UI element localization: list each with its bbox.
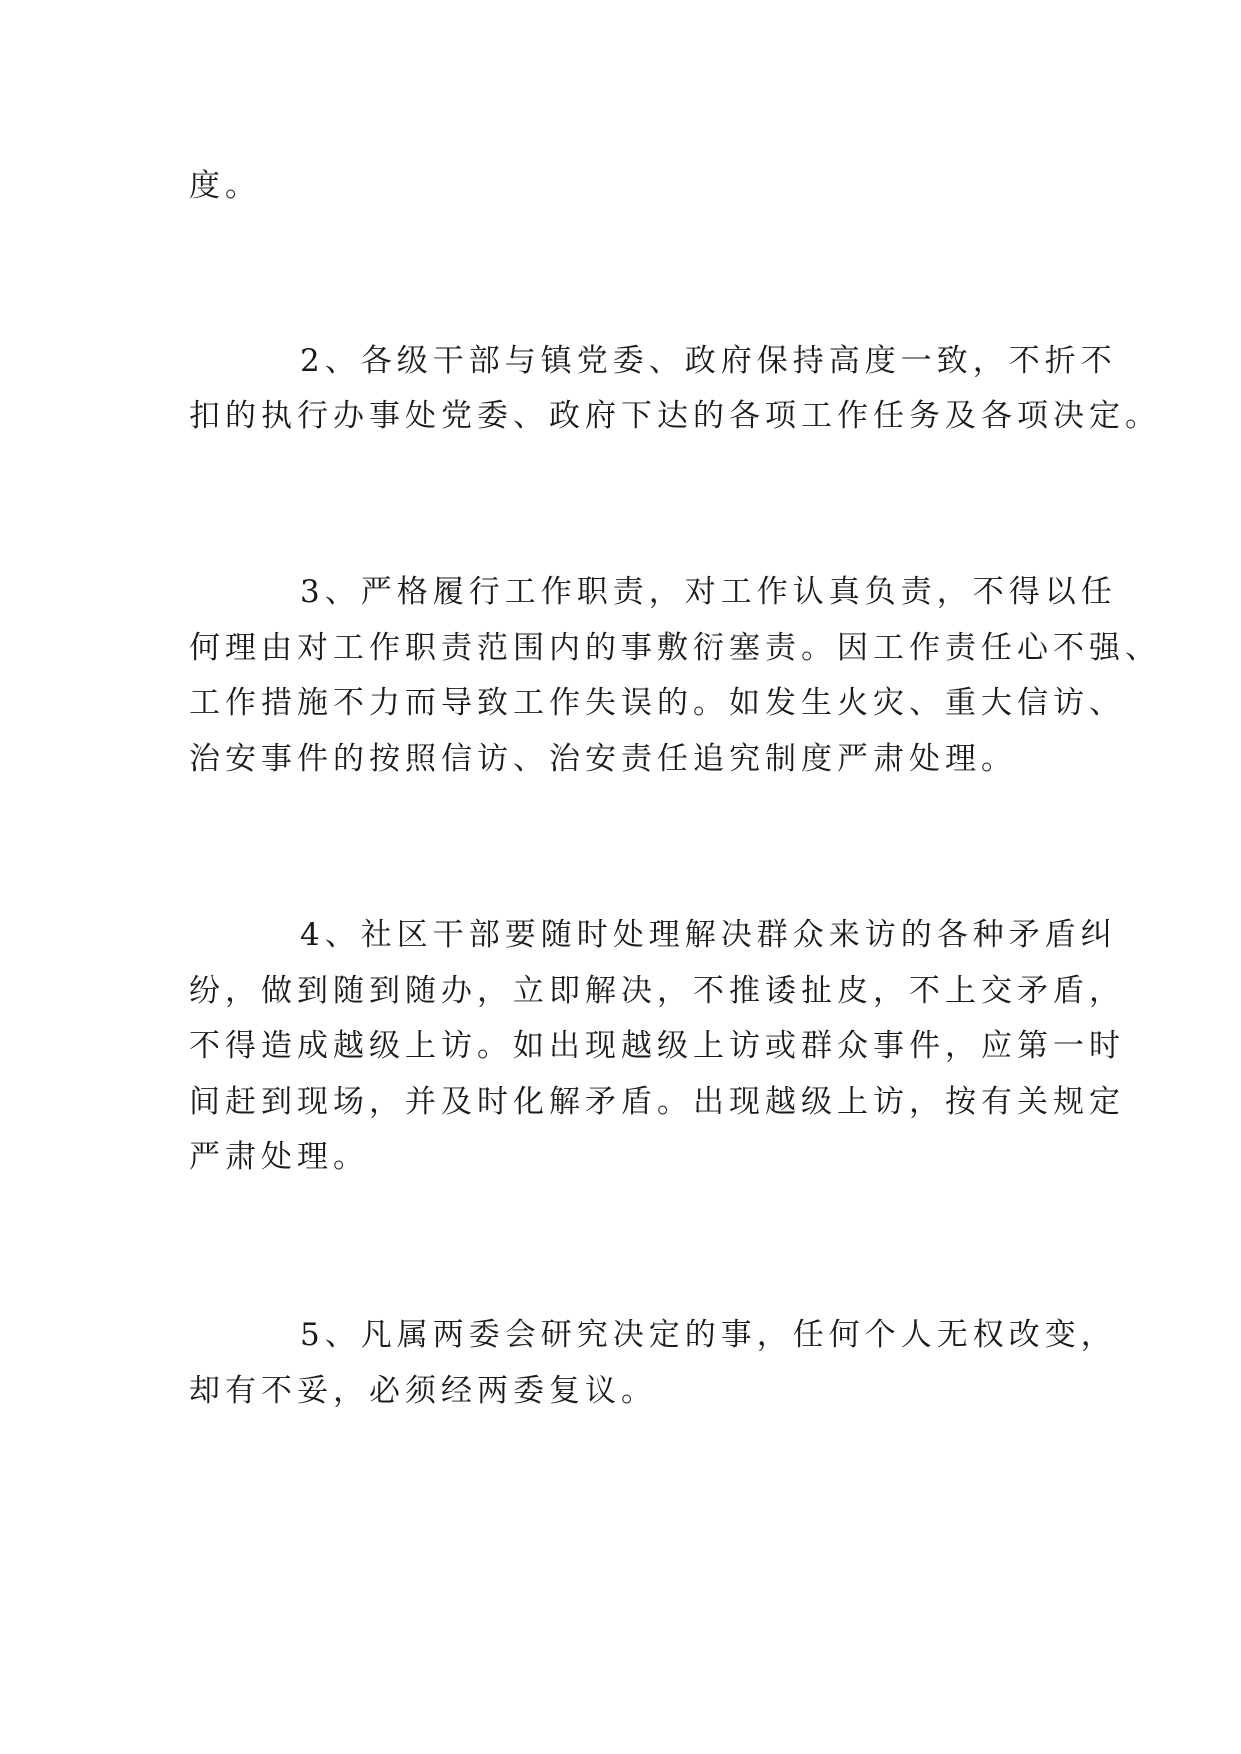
- paragraph-4-line-2: 纷，做到随到随办，立即解决，不推诿扯皮，不上交矛盾，: [189, 973, 1125, 1009]
- paragraph-4-line-5: 严肃处理。: [189, 1139, 369, 1175]
- paragraph-3-line-3: 工作措施不力而导致工作失误的。如发生火灾、重大信访、: [189, 685, 1125, 721]
- paragraph-1-line-1: 度。: [189, 168, 261, 204]
- paragraph-4-line-1: 4、社区干部要随时处理解决群众来访的各种矛盾纠: [300, 917, 1117, 953]
- paragraph-3-line-1: 3、严格履行工作职责，对工作认真负责，不得以任: [300, 574, 1117, 610]
- paragraph-4-line-3: 不得造成越级上访。如出现越级上访或群众事件，应第一时: [189, 1028, 1125, 1064]
- paragraph-3-line-2: 何理由对工作职责范围内的事敷衍塞责。因工作责任心不强、: [189, 630, 1161, 666]
- paragraph-2-line-2: 扣的执行办事处党委、政府下达的各项工作任务及各项决定。: [189, 398, 1161, 434]
- paragraph-5-line-2: 却有不妥，必须经两委复议。: [189, 1373, 657, 1409]
- paragraph-4-line-4: 间赶到现场，并及时化解矛盾。出现越级上访，按有关规定: [189, 1084, 1125, 1120]
- paragraph-2-line-1: 2、各级干部与镇党委、政府保持高度一致，不折不: [300, 343, 1117, 379]
- paragraph-3-line-4: 治安事件的按照信访、治安责任追究制度严肃处理。: [189, 741, 1017, 777]
- paragraph-5-line-1: 5、凡属两委会研究决定的事，任何个人无权改变，: [300, 1317, 1117, 1353]
